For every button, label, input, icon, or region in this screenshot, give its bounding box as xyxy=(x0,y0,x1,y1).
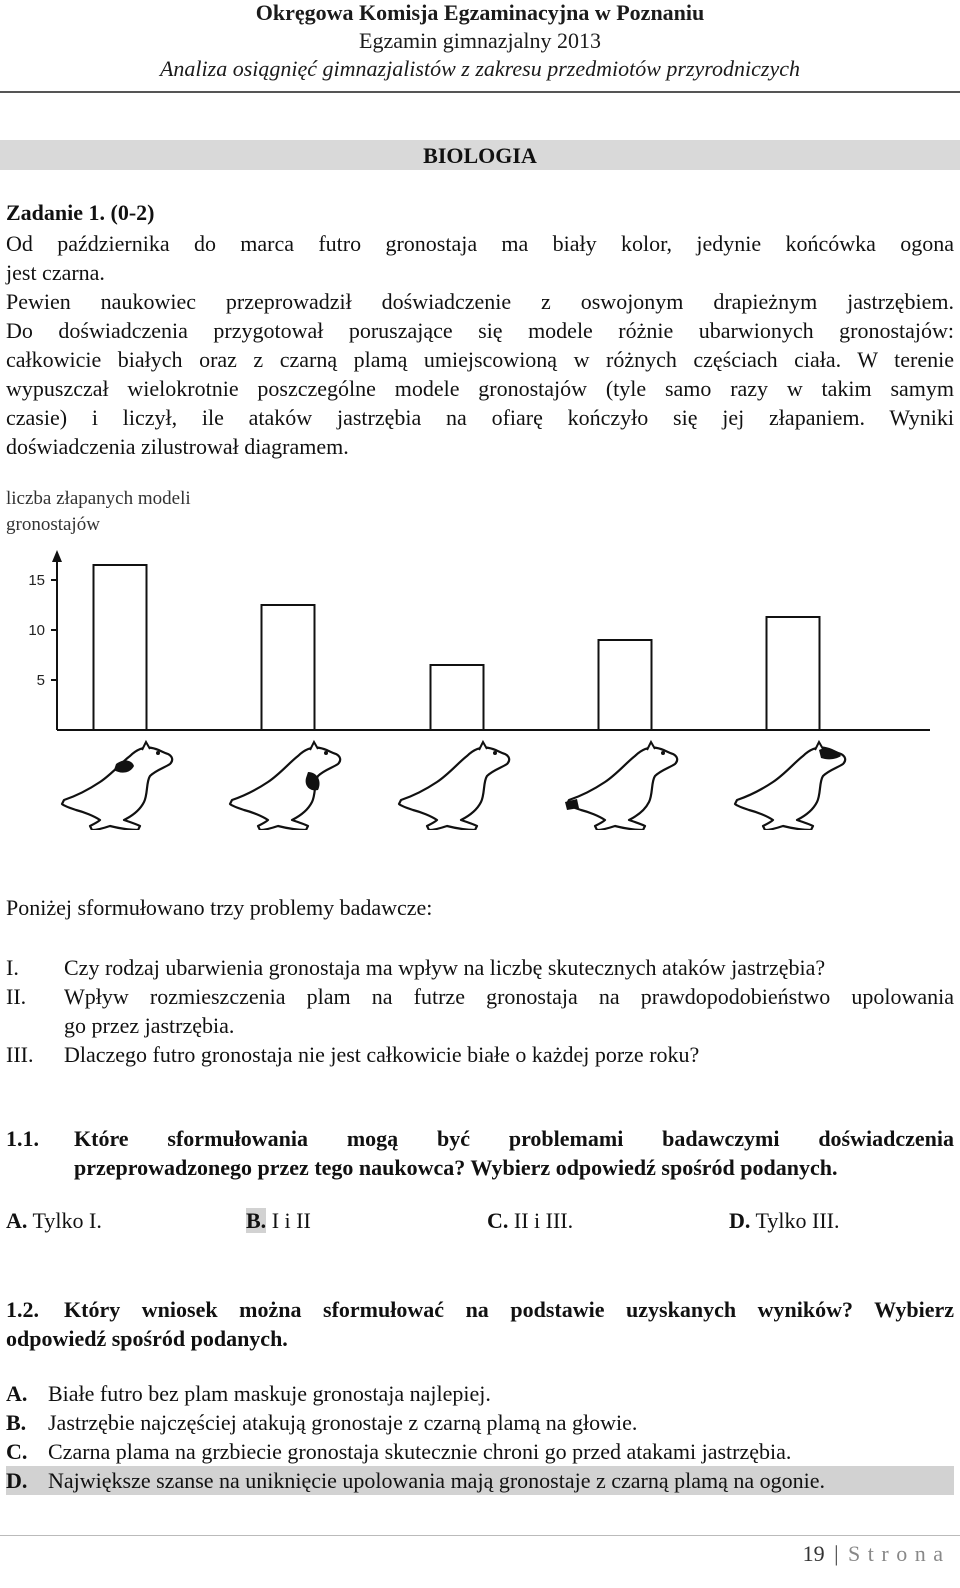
black-patch xyxy=(819,748,841,759)
question-num: 1.1. xyxy=(6,1126,39,1151)
question-line: przeprowadzonego przez tego naukowca? Wybierz odpowiedź spośród podanych. xyxy=(74,1155,838,1180)
chart-ylabel xyxy=(6,486,191,538)
option-letter: A. xyxy=(6,1381,28,1406)
option-letter-highlighted: B. xyxy=(246,1208,267,1233)
question-1-2 xyxy=(6,1295,954,1353)
ermine-ear xyxy=(647,742,655,750)
ermine-body xyxy=(62,747,172,830)
bar-chart xyxy=(0,540,960,830)
problem-text: Wpływ rozmieszczenia plam na futrze gronostaja na prawdopodobieństwo upolowania xyxy=(64,984,954,1009)
ermine-ear xyxy=(815,742,823,750)
intro-line: Do doświadczenia przygotował poruszające się modele różnie ubarwionych gronostajów: xyxy=(6,318,954,343)
q1-option-a[interactable] xyxy=(6,1208,102,1234)
header-rule xyxy=(0,91,960,93)
page-separator: | xyxy=(834,1541,839,1566)
header-exam: Egzamin gimnazjalny 2013 xyxy=(359,28,601,53)
problem-num: III. xyxy=(6,1042,34,1067)
ermine-eye xyxy=(661,751,665,755)
ermine-eye xyxy=(156,751,160,755)
footer-rule xyxy=(0,1535,960,1536)
option-text: Czarna plama na grzbiecie gronostaja skutecznie chroni go przed atakami jastrzębia. xyxy=(48,1439,792,1464)
option-letter: C. xyxy=(6,1439,28,1464)
question-1-1 xyxy=(6,1124,954,1182)
ermine-ear xyxy=(142,742,150,750)
q2-option-a[interactable] xyxy=(6,1379,954,1408)
problem-num: II. xyxy=(6,984,27,1009)
option-text: Tylko I. xyxy=(32,1208,102,1233)
section-band xyxy=(0,140,960,170)
task-intro xyxy=(6,229,954,461)
problem-text-cont: go przez jastrzębia. xyxy=(64,1013,235,1038)
ylabel-line: gronostajów xyxy=(6,514,100,535)
intro-line: wypuszczał wielokrotnie poszczególne modele gronostajów (tyle samo razy w takim samym xyxy=(6,376,954,401)
ermine-body xyxy=(399,747,509,830)
question-line: Które sformułowania mogą być problemami badawczymi doświadczenia xyxy=(74,1126,954,1151)
option-letter: B. xyxy=(6,1410,27,1435)
q2-option-c[interactable] xyxy=(6,1437,954,1466)
page-label: S t r o n a xyxy=(848,1541,944,1566)
problems-intro: Poniżej sformułowano trzy problemy badawcze: xyxy=(6,895,433,920)
intro-line: całkowicie białych oraz z czarną plamą umiejscowioną w różnych częściach ciała. W terenie xyxy=(6,347,954,372)
bar xyxy=(94,565,147,730)
ermine-icon xyxy=(62,742,172,830)
question-num: 1.2. xyxy=(6,1297,39,1322)
black-patch xyxy=(565,799,579,810)
header-subtitle: Analiza osiągnięć gimnazjalistów z zakresu przedmiotów przyrodniczych xyxy=(159,56,801,81)
bar xyxy=(767,617,820,730)
ermine-icon xyxy=(735,742,845,830)
option-letter: A. xyxy=(6,1208,28,1233)
y-tick-label: 5 xyxy=(36,672,45,689)
y-tick-label: 15 xyxy=(28,572,45,589)
problem-item xyxy=(6,982,954,1040)
q1-option-b[interactable] xyxy=(246,1208,311,1234)
intro-line: Pewien naukowiec przeprowadził doświadczenie z oswojonym drapieżnym jastrzębiem. xyxy=(6,289,954,314)
option-text: Jastrzębie najczęściej atakują gronostaje z czarną plamą na głowie. xyxy=(48,1410,638,1435)
problem-num: I. xyxy=(6,955,19,980)
option-letter: C. xyxy=(487,1208,509,1233)
intro-line: Od października do marca futro gronostaja ma biały kolor, jedynie końcówka ogona xyxy=(6,231,954,256)
ylabel-line: liczba złapanych modeli xyxy=(6,488,191,509)
page-number: 19 xyxy=(802,1541,825,1566)
task-title: Zadanie 1. (0-2) xyxy=(6,200,155,225)
header-institution: Okręgowa Komisja Egzaminacyjna w Poznaniu xyxy=(255,0,705,25)
q2-option-d-highlighted[interactable] xyxy=(6,1466,954,1495)
ermine-icon xyxy=(399,742,509,830)
ermine-body xyxy=(567,747,677,830)
option-text: II i III. xyxy=(513,1208,574,1233)
intro-line: doświadczenia zilustrował diagramem. xyxy=(6,434,349,459)
q1-option-d[interactable] xyxy=(729,1208,840,1234)
ermine-body xyxy=(735,747,845,830)
option-text: Największe szanse na uniknięcie upolowania mają gronostaje z czarną plamą na ogonie. xyxy=(48,1468,826,1493)
bar xyxy=(599,640,652,730)
ermine-ear xyxy=(310,742,318,750)
ermine-ear xyxy=(479,742,487,750)
q1-option-c[interactable] xyxy=(487,1208,573,1234)
option-letter: D. xyxy=(6,1468,28,1493)
problem-text: Dlaczego futro gronostaja nie jest całkowicie białe o każdej porze roku? xyxy=(64,1042,700,1067)
problem-item xyxy=(6,953,954,982)
question-line: Który wniosek można sformułować na podstawie uzyskanych wyników? Wybierz xyxy=(64,1297,954,1322)
intro-line: jest czarna. xyxy=(6,260,105,285)
option-letter: D. xyxy=(729,1208,751,1233)
ermine-body xyxy=(230,747,340,830)
bar xyxy=(431,665,484,730)
y-tick-label: 10 xyxy=(28,622,45,639)
option-text: Tylko III. xyxy=(755,1208,840,1233)
problem-text: Czy rodzaj ubarwienia gronostaja ma wpływ na liczbę skutecznych ataków jastrzębia? xyxy=(64,955,826,980)
chart-bars xyxy=(94,565,820,730)
bar xyxy=(262,605,315,730)
problem-item xyxy=(6,1040,954,1069)
option-text: I i II xyxy=(271,1208,311,1233)
footer-page xyxy=(803,1541,944,1567)
ermine-eye xyxy=(493,751,497,755)
q2-option-b[interactable] xyxy=(6,1408,954,1437)
ermine-icon xyxy=(565,742,677,830)
ermine-illustrations xyxy=(62,742,845,830)
problems-list xyxy=(6,953,954,1069)
ermine-eye xyxy=(324,751,328,755)
section-title: BIOLOGIA xyxy=(423,143,537,168)
option-text: Białe futro bez plam maskuje gronostaja najlepiej. xyxy=(48,1381,491,1406)
question-line: odpowiedź spośród podanych. xyxy=(6,1326,288,1351)
ermine-icon xyxy=(230,742,340,830)
q2-options xyxy=(6,1379,954,1495)
intro-line: czasie) i liczył, ile ataków jastrzębia na ofiarę kończyło się jej złapaniem. Wyniki xyxy=(6,405,954,430)
y-axis-arrow xyxy=(52,550,62,562)
